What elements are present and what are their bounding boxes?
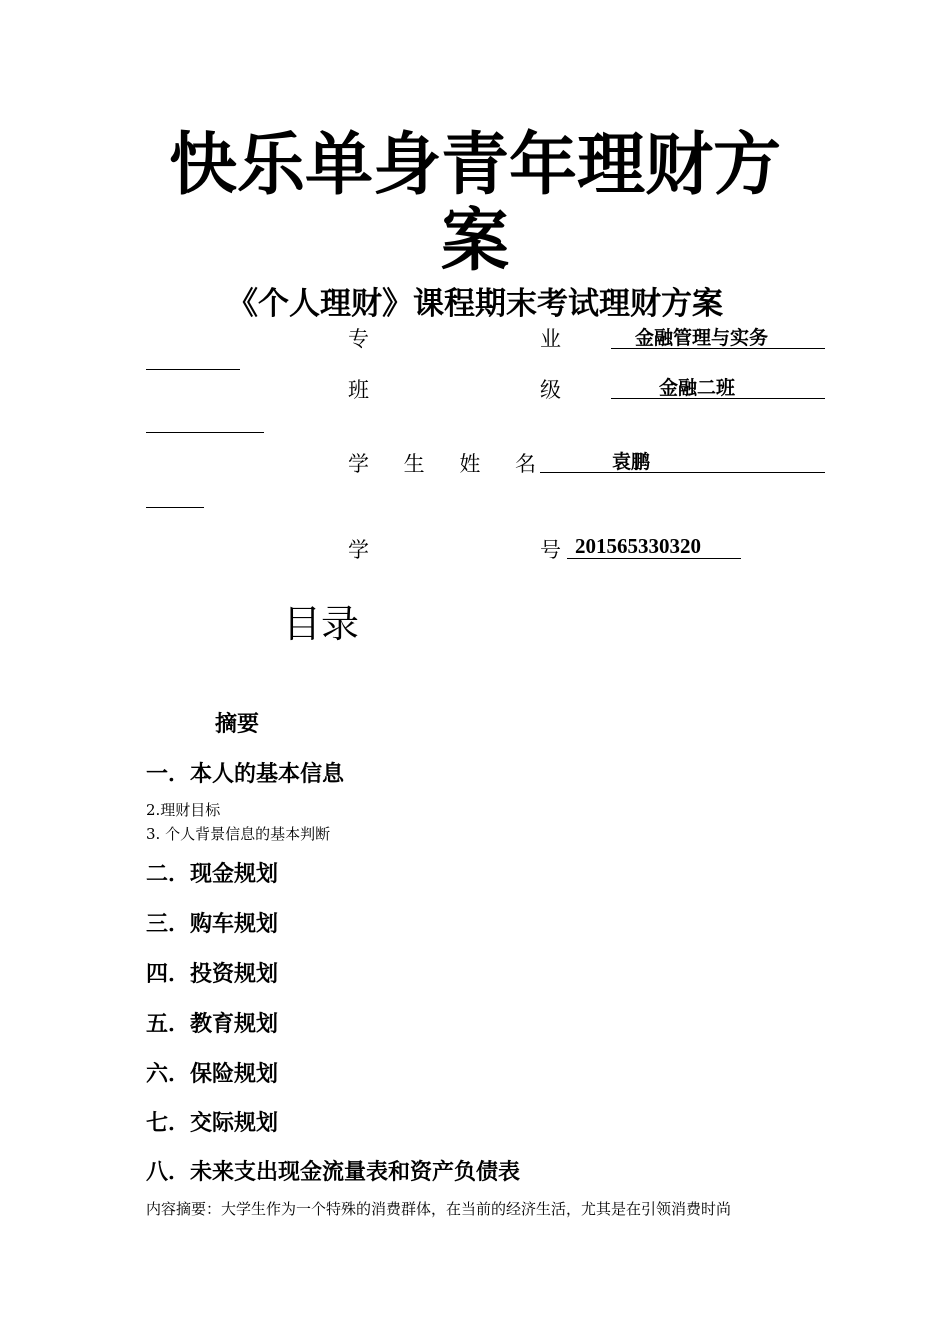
student-id-label-char-1: 学 [348,538,369,562]
class-label-char-2: 级 [540,378,561,402]
major-field [611,322,825,349]
major-field-continuation [146,369,240,370]
major-value: 金融管理与实务 [635,327,769,349]
toc-section-6: 六．保险规划 [146,1062,279,1087]
toc-section-8: 八．未来支出现金流量表和资产负债表 [146,1160,521,1185]
toc-title: 目录 [283,602,360,646]
student-name-field-continuation [146,507,204,508]
toc-section-4: 四．投资规划 [146,962,279,987]
class-field [611,372,825,399]
document-title-line-2: 案 [440,202,509,281]
toc-section-1: 一．本人的基本信息 [146,762,345,787]
toc-section-7: 七．交际规划 [146,1111,279,1136]
class-field-continuation [146,432,264,433]
toc-section-5: 五．教育规划 [146,1012,279,1037]
major-label-char-1: 专 [348,327,369,351]
student-name-field [540,446,825,473]
student-id-field [567,534,741,559]
document-subtitle: 《个人理财》课程期末考试理财方案 [227,286,723,322]
class-label-char-1: 班 [348,378,369,402]
toc-subsection-3: 3. 个人背景信息的基本判断 [146,825,331,843]
toc-section-3: 三．购车规划 [146,912,279,937]
document-title-line-1: 快乐单身青年理财方 [168,126,781,205]
toc-subsection-2: 2.理财目标 [146,801,221,819]
class-value: 金融二班 [659,377,736,399]
toc-section-2: 二．现金规划 [146,862,279,887]
toc-abstract-heading: 摘要 [215,712,260,737]
student-name-label: 学 生 姓 名 [348,452,551,476]
major-label-char-2: 业 [540,327,561,351]
abstract-text: 内容摘要：大学生作为一个特殊的消费群体，在当前的经济生活，尤其是在引领消费时尚 [146,1200,732,1218]
student-name-value: 袁鹏 [612,451,651,473]
student-id-value: 201565330320 [575,534,701,558]
student-id-label-char-2: 号 [540,538,561,562]
